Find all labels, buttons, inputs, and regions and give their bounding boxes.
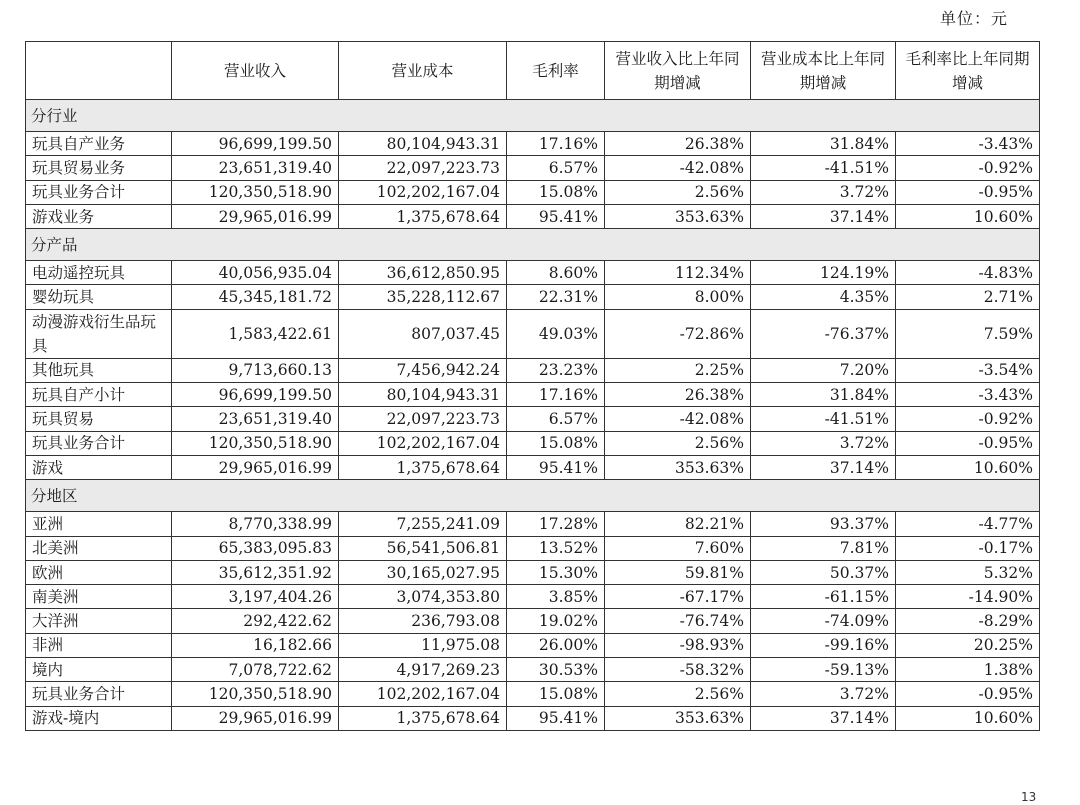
cell-revenue: 292,422.62 (172, 609, 339, 633)
cell-margin-yoy: 10.60% (896, 204, 1040, 228)
cell-margin-yoy: -0.95% (896, 180, 1040, 204)
cell-revenue: 120,350,518.90 (172, 431, 339, 455)
cell-margin-yoy: 2.71% (896, 285, 1040, 309)
table-row (26, 285, 1040, 309)
cell-cost: 30,165,027.95 (339, 560, 507, 584)
cell-revenue-yoy: 353.63% (605, 706, 751, 730)
cell-row-label: 电动遥控玩具 (26, 261, 172, 285)
cell-row-label: 游戏 (26, 455, 172, 479)
cell-cost: 3,074,353.80 (339, 585, 507, 609)
cell-cost: 22,097,223.73 (339, 156, 507, 180)
table-row (26, 512, 1040, 536)
cell-margin: 17.28% (507, 512, 605, 536)
cell-margin: 6.57% (507, 407, 605, 431)
cell-margin: 17.16% (507, 383, 605, 407)
table-row (26, 407, 1040, 431)
cell-cost: 7,456,942.24 (339, 358, 507, 382)
cell-margin-yoy: -0.95% (896, 682, 1040, 706)
header-row (26, 42, 1040, 100)
cell-margin-yoy: 5.32% (896, 560, 1040, 584)
cell-revenue-yoy: 59.81% (605, 560, 751, 584)
cell-cost: 1,375,678.64 (339, 706, 507, 730)
table-row (26, 261, 1040, 285)
cell-cost-yoy: 4.35% (751, 285, 896, 309)
cell-margin-yoy: -4.83% (896, 261, 1040, 285)
section-title: 分地区 (26, 480, 1040, 512)
cell-revenue: 23,651,319.40 (172, 407, 339, 431)
cell-cost-yoy: -59.13% (751, 658, 896, 682)
table-row (26, 204, 1040, 228)
cell-revenue: 65,383,095.83 (172, 536, 339, 560)
header-cell-margin-yoy: 毛利率比上年同期增减 (896, 42, 1040, 100)
table-row (26, 682, 1040, 706)
cell-revenue: 120,350,518.90 (172, 682, 339, 706)
cell-revenue: 29,965,016.99 (172, 706, 339, 730)
cell-revenue: 40,056,935.04 (172, 261, 339, 285)
table-row (26, 658, 1040, 682)
cell-row-label: 南美洲 (26, 585, 172, 609)
cell-revenue: 8,770,338.99 (172, 512, 339, 536)
cell-revenue-yoy: 8.00% (605, 285, 751, 309)
cell-margin: 19.02% (507, 609, 605, 633)
cell-cost-yoy: 3.72% (751, 180, 896, 204)
cell-margin-yoy: -4.77% (896, 512, 1040, 536)
header-cell-label (26, 42, 172, 100)
cell-revenue-yoy: -72.86% (605, 309, 751, 358)
cell-revenue-yoy: -76.74% (605, 609, 751, 633)
cell-revenue-yoy: -58.32% (605, 658, 751, 682)
cell-cost-yoy: -61.15% (751, 585, 896, 609)
table-row (26, 309, 1040, 358)
cell-margin-yoy: -0.92% (896, 156, 1040, 180)
table-row (26, 633, 1040, 657)
cell-margin-yoy: 10.60% (896, 706, 1040, 730)
cell-cost-yoy: 37.14% (751, 706, 896, 730)
section-title: 分产品 (26, 229, 1040, 261)
cell-cost-yoy: 3.72% (751, 682, 896, 706)
cell-cost-yoy: 7.20% (751, 358, 896, 382)
cell-cost-yoy: 93.37% (751, 512, 896, 536)
cell-cost-yoy: 7.81% (751, 536, 896, 560)
cell-cost-yoy: 31.84% (751, 132, 896, 156)
header-cell-revenue-yoy: 营业收入比上年同期增减 (605, 42, 751, 100)
cell-row-label: 亚洲 (26, 512, 172, 536)
cell-row-label: 欧洲 (26, 560, 172, 584)
cell-revenue: 23,651,319.40 (172, 156, 339, 180)
cell-revenue: 3,197,404.26 (172, 585, 339, 609)
table-row (26, 358, 1040, 382)
cell-revenue: 29,965,016.99 (172, 204, 339, 228)
section-title: 分行业 (26, 100, 1040, 132)
cell-revenue-yoy: 2.25% (605, 358, 751, 382)
cell-margin-yoy: -0.17% (896, 536, 1040, 560)
cell-margin: 30.53% (507, 658, 605, 682)
cell-margin: 15.30% (507, 560, 605, 584)
cell-cost-yoy: 37.14% (751, 455, 896, 479)
cell-margin: 95.41% (507, 455, 605, 479)
cell-margin-yoy: -14.90% (896, 585, 1040, 609)
cell-row-label: 玩具贸易业务 (26, 156, 172, 180)
cell-cost: 807,037.45 (339, 309, 507, 358)
header-cell-revenue: 营业收入 (172, 42, 339, 100)
cell-row-label: 游戏业务 (26, 204, 172, 228)
cell-revenue-yoy: -42.08% (605, 407, 751, 431)
cell-revenue: 29,965,016.99 (172, 455, 339, 479)
table-row (26, 383, 1040, 407)
cell-row-label: 玩具业务合计 (26, 682, 172, 706)
table-row (26, 455, 1040, 479)
cell-row-label: 大洋洲 (26, 609, 172, 633)
unit-label: 单位：元 (940, 9, 1009, 28)
cell-cost-yoy: 3.72% (751, 431, 896, 455)
cell-margin-yoy: 7.59% (896, 309, 1040, 358)
cell-revenue-yoy: 2.56% (605, 431, 751, 455)
cell-margin: 23.23% (507, 358, 605, 382)
cell-cost: 35,228,112.67 (339, 285, 507, 309)
cell-cost: 22,097,223.73 (339, 407, 507, 431)
cell-margin: 15.08% (507, 431, 605, 455)
cell-cost-yoy: 124.19% (751, 261, 896, 285)
table-row (26, 560, 1040, 584)
cell-margin-yoy: -8.29% (896, 609, 1040, 633)
cell-row-label: 游戏-境内 (26, 706, 172, 730)
table-row (26, 431, 1040, 455)
cell-row-label: 玩具自产业务 (26, 132, 172, 156)
cell-margin: 13.52% (507, 536, 605, 560)
table-row (26, 706, 1040, 730)
header-cell-margin: 毛利率 (507, 42, 605, 100)
cell-row-label: 境内 (26, 658, 172, 682)
cell-revenue-yoy: -67.17% (605, 585, 751, 609)
cell-margin-yoy: 10.60% (896, 455, 1040, 479)
table-row (26, 609, 1040, 633)
cell-revenue: 120,350,518.90 (172, 180, 339, 204)
cell-cost-yoy: -41.51% (751, 407, 896, 431)
cell-revenue: 96,699,199.50 (172, 383, 339, 407)
cell-revenue-yoy: 82.21% (605, 512, 751, 536)
cell-cost-yoy: 37.14% (751, 204, 896, 228)
cell-margin: 17.16% (507, 132, 605, 156)
section-row (26, 100, 1040, 132)
cell-cost: 4,917,269.23 (339, 658, 507, 682)
header-cell-cost-yoy: 营业成本比上年同期增减 (751, 42, 896, 100)
cell-cost: 102,202,167.04 (339, 682, 507, 706)
cell-cost: 1,375,678.64 (339, 455, 507, 479)
section-row (26, 229, 1040, 261)
cell-cost: 36,612,850.95 (339, 261, 507, 285)
cell-revenue: 9,713,660.13 (172, 358, 339, 382)
cell-row-label: 婴幼玩具 (26, 285, 172, 309)
cell-cost: 102,202,167.04 (339, 431, 507, 455)
cell-row-label: 玩具业务合计 (26, 180, 172, 204)
cell-revenue-yoy: 112.34% (605, 261, 751, 285)
cell-revenue-yoy: -42.08% (605, 156, 751, 180)
cell-row-label: 动漫游戏衍生品玩具 (26, 309, 172, 358)
cell-margin: 6.57% (507, 156, 605, 180)
cell-cost-yoy: -41.51% (751, 156, 896, 180)
cell-margin-yoy: -3.54% (896, 358, 1040, 382)
table-row (26, 536, 1040, 560)
cell-margin: 8.60% (507, 261, 605, 285)
table-row (26, 180, 1040, 204)
cell-cost: 80,104,943.31 (339, 132, 507, 156)
cell-revenue: 1,583,422.61 (172, 309, 339, 358)
cell-cost: 102,202,167.04 (339, 180, 507, 204)
cell-margin-yoy: -3.43% (896, 383, 1040, 407)
cell-cost-yoy: 50.37% (751, 560, 896, 584)
cell-revenue-yoy: 26.38% (605, 383, 751, 407)
cell-revenue-yoy: 7.60% (605, 536, 751, 560)
cell-cost: 236,793.08 (339, 609, 507, 633)
financial-table (25, 41, 1040, 731)
section-row (26, 480, 1040, 512)
cell-cost: 56,541,506.81 (339, 536, 507, 560)
cell-margin-yoy: -0.95% (896, 431, 1040, 455)
cell-margin: 15.08% (507, 180, 605, 204)
cell-cost: 80,104,943.31 (339, 383, 507, 407)
cell-margin: 95.41% (507, 706, 605, 730)
cell-row-label: 非洲 (26, 633, 172, 657)
cell-margin: 26.00% (507, 633, 605, 657)
cell-margin-yoy: -0.92% (896, 407, 1040, 431)
cell-cost-yoy: -99.16% (751, 633, 896, 657)
cell-cost-yoy: -74.09% (751, 609, 896, 633)
table-row (26, 585, 1040, 609)
page-number: 13 (1021, 790, 1037, 804)
cell-margin: 3.85% (507, 585, 605, 609)
cell-revenue-yoy: -98.93% (605, 633, 751, 657)
cell-margin: 95.41% (507, 204, 605, 228)
cell-margin-yoy: 1.38% (896, 658, 1040, 682)
header-cell-cost: 营业成本 (339, 42, 507, 100)
cell-revenue-yoy: 2.56% (605, 180, 751, 204)
cell-row-label: 玩具自产小计 (26, 383, 172, 407)
cell-revenue-yoy: 2.56% (605, 682, 751, 706)
cell-revenue: 16,182.66 (172, 633, 339, 657)
cell-margin-yoy: -3.43% (896, 132, 1040, 156)
cell-row-label: 其他玩具 (26, 358, 172, 382)
cell-margin: 49.03% (507, 309, 605, 358)
table-row (26, 156, 1040, 180)
cell-row-label: 玩具业务合计 (26, 431, 172, 455)
cell-margin: 15.08% (507, 682, 605, 706)
cell-row-label: 北美洲 (26, 536, 172, 560)
cell-cost: 11,975.08 (339, 633, 507, 657)
cell-revenue: 45,345,181.72 (172, 285, 339, 309)
cell-margin: 22.31% (507, 285, 605, 309)
cell-revenue-yoy: 26.38% (605, 132, 751, 156)
table-row (26, 132, 1040, 156)
cell-revenue-yoy: 353.63% (605, 455, 751, 479)
cell-revenue: 96,699,199.50 (172, 132, 339, 156)
cell-cost: 7,255,241.09 (339, 512, 507, 536)
cell-cost-yoy: -76.37% (751, 309, 896, 358)
cell-cost: 1,375,678.64 (339, 204, 507, 228)
cell-revenue-yoy: 353.63% (605, 204, 751, 228)
cell-revenue: 35,612,351.92 (172, 560, 339, 584)
cell-row-label: 玩具贸易 (26, 407, 172, 431)
cell-cost-yoy: 31.84% (751, 383, 896, 407)
cell-revenue: 7,078,722.62 (172, 658, 339, 682)
cell-margin-yoy: 20.25% (896, 633, 1040, 657)
